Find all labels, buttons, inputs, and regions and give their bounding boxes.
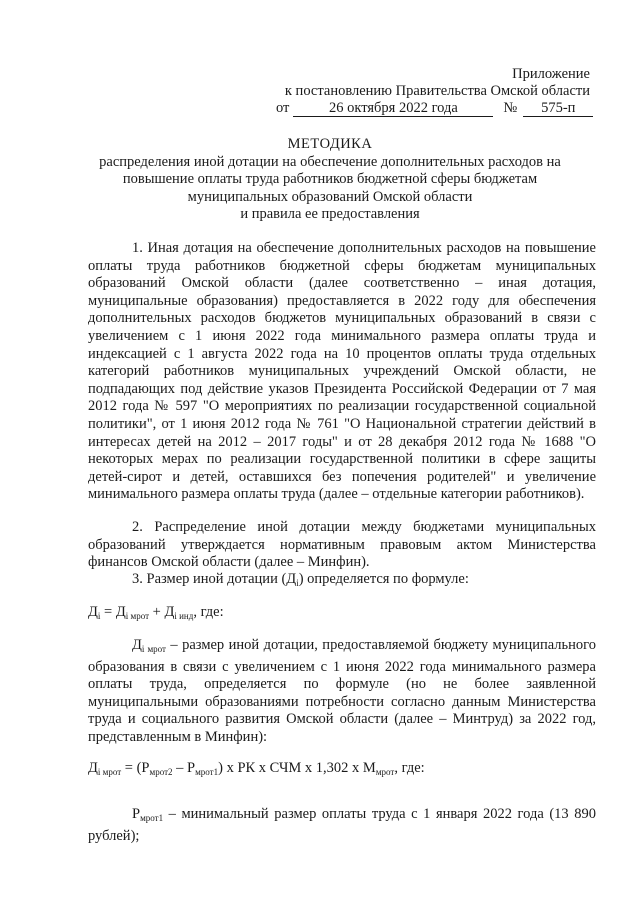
subscript: мрот1 xyxy=(195,767,219,777)
appendix-label: Приложение xyxy=(512,66,590,82)
subscript: i инд xyxy=(174,611,194,621)
definition-text: – минимальный размер оплаты труда с 1 января 2022 года (13 890 рублей); xyxy=(88,806,596,844)
appendix-header xyxy=(285,66,590,100)
subscript: i мрот xyxy=(141,644,166,654)
formula-symbol: = Д xyxy=(100,604,126,620)
subscript: мрот2 xyxy=(149,767,173,777)
formula-text: , где: xyxy=(394,760,425,776)
title-line: муниципальных образований Омской области xyxy=(187,188,473,205)
title-line: повышение оплаты труда работников бюджетной сферы бюджетам xyxy=(122,171,538,187)
definition-text: – размер иной дотации, предоставляемой бюджету муниципального образования в связи с увеличением с 1 июня 2022 года минимального размера оплаты труда, определяется по формуле (но не более заявленной муниципальными образованиями потребности согласно данным Министерства труда и социального развития Омской области (далее – Минтруд) за 2022 год, представленным в Минфин): xyxy=(88,637,596,745)
number-label: № xyxy=(503,100,518,116)
paragraph-3-text: ) определяется по формуле: xyxy=(298,571,469,587)
paragraph-1: 1. Иная дотация на обеспечение дополнительных расходов на повышение оплаты труда работников бюджетной сферы бюджетам муниципальных образований Омской области (далее соответственно – иная дотация, муниципальные образования) предоставляется в 2022 году для обеспечения дополнительных расходов бюджетов муниципальных образований в связи с увеличением с 1 июня 2022 года минимального размера оплаты труда и индексацией с 1 августа 2022 года на 10 процентов оплаты труда отдельных категорий работников муниципальных учреждений Омской области, не подпадающих под действие указов Президента Российской Федерации от 7 мая 2012 года № 597 "О мероприятиях по реализации государственной социальной политики", от 1 июня 2012 года № 761 "О Национальной стратегии действий в интересах детей на 2012 – 2017 годы" и от 28 декабря 2012 года № 1688 "О некоторых мерах по реализации государственной политики в сфере защиты детей-сирот и детей, оставшихся без попечения родителей" и увеличение минимального размера оплаты труда (далее – отдельные категории работников). xyxy=(88,240,596,503)
formula-mrot-subsidy xyxy=(88,760,425,777)
subscript: мрот1 xyxy=(140,813,164,823)
title-main: МЕТОДИКА xyxy=(287,136,373,152)
paragraph-definition-rmrot1 xyxy=(88,806,596,845)
formula-symbol: – Р xyxy=(172,760,196,776)
paragraph-2: 2. Распределение иной дотации между бюджетами муниципальных образований утверждается нормативным правовым актом Министерства финансов Омской области (далее – Минфин). xyxy=(88,519,596,571)
paragraph-3-text: 3. Размер иной дотации (Д xyxy=(132,571,297,587)
formula-symbol: ) х РК х СЧМ х 1,302 х М xyxy=(218,760,376,776)
appendix-resolution: к постановлению Правительства Омской области xyxy=(284,83,590,99)
formula-text: , где: xyxy=(193,604,224,620)
formula-total-subsidy xyxy=(88,604,224,621)
title-line: и правила ее предоставления xyxy=(240,206,420,222)
formula-symbol: Р xyxy=(132,806,141,822)
from-label: от xyxy=(276,100,290,116)
paragraph-3 xyxy=(88,571,596,593)
subscript: i xyxy=(296,578,299,588)
resolution-number: 575-п xyxy=(523,101,593,117)
formula-symbol: Д xyxy=(88,604,98,620)
paragraph-definition-mrot xyxy=(88,637,596,747)
title-line: распределения иной дотации на обеспечение дополнительных расходов на xyxy=(99,153,561,170)
subscript: i мрот xyxy=(125,611,150,621)
resolution-date: 26 октября 2022 года xyxy=(293,101,493,117)
formula-symbol: = (Р xyxy=(121,760,150,776)
document-title xyxy=(60,136,600,224)
subscript: i xyxy=(97,611,101,621)
formula-symbol: + Д xyxy=(149,604,175,620)
subscript: мрот xyxy=(375,767,395,777)
resolution-date-line xyxy=(276,100,593,117)
subscript: i мрот xyxy=(97,767,122,777)
formula-symbol: Д xyxy=(132,637,142,653)
formula-symbol: Д xyxy=(88,760,98,776)
